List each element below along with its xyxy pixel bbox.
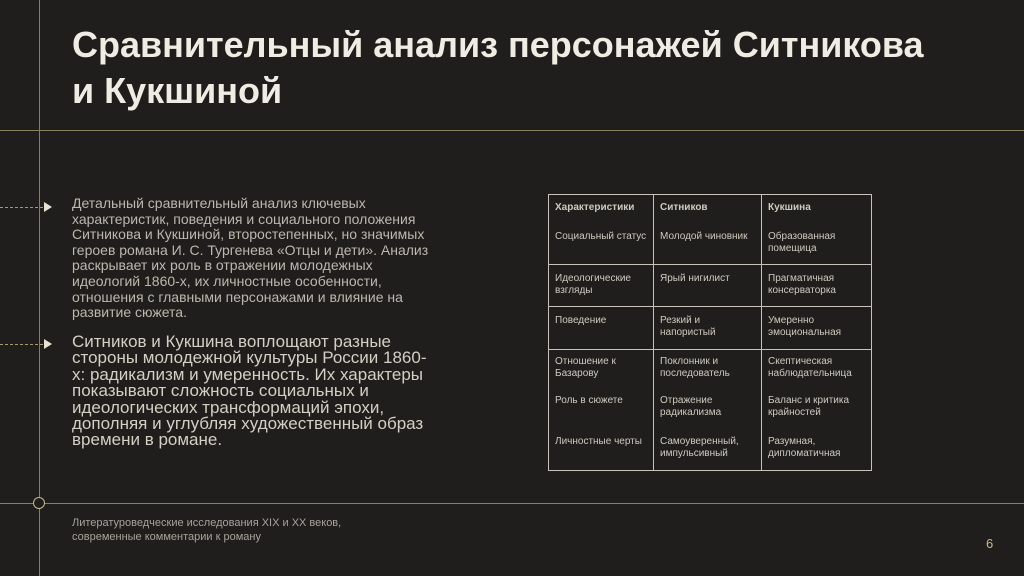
column-header: Характеристики <box>549 195 654 223</box>
vertical-guide-line <box>39 0 40 576</box>
table-cell: Молодой чиновник <box>654 223 762 265</box>
top-divider-line <box>0 130 1024 131</box>
table-cell: Самоуверенный, импульсивный <box>654 428 762 471</box>
table-cell: Образованная помещица <box>762 223 872 265</box>
page-number: 6 <box>986 536 994 551</box>
table-cell: Поведение <box>549 306 654 349</box>
table-row <box>549 306 872 349</box>
bullet-arrow-icon <box>44 339 52 349</box>
table-row <box>549 387 872 428</box>
table-row <box>549 223 872 265</box>
table-cell: Скептическая наблюдательница <box>768 355 852 379</box>
table-header-row <box>549 195 872 223</box>
column-header: Ситников <box>654 195 762 223</box>
column-header: Кукшина <box>768 202 811 213</box>
slide-title: Сравнительный анализ персонажей Ситникова и Кукшиной <box>72 24 924 111</box>
table-cell: Идеологические взгляды <box>549 264 654 306</box>
table-cell: Разумная, дипломатичная <box>768 435 841 459</box>
conclusion-paragraph: Ситников и Кукшина воплощают разные стороны молодежной культуры России 1860-х: радикализм и умеренность. Их характеры показывают сложность социальных и идеологических трансформаций эпохи, дополняя и углубляя художественный образ времени в романе. <box>72 332 427 450</box>
table-cell: Отношение к Базарову <box>549 349 654 387</box>
intro-paragraph: Детальный сравнительный анализ ключевых характеристик, поведения и социального положения Ситникова и Кукшиной, второстепенных, но значимых героев романа И. С. Тургенева «Отцы и дети». Анализ раскрывает их роль в отражении молодежных идеологий 1860-х, их личностные особенности, отношения с главными персонажами и влияние на развитие сюжета. <box>72 195 429 321</box>
bullet-arrow-icon <box>44 202 52 212</box>
bullet-dash-line <box>0 207 48 208</box>
circle-marker-icon <box>33 497 45 509</box>
table-row <box>549 264 872 306</box>
table-cell: Социальный статус <box>549 223 654 265</box>
bullet-dash-line <box>0 344 48 345</box>
table-cell: Резкий и напористый <box>654 306 762 349</box>
table-cell: Прагматичная консерваторка <box>762 264 872 306</box>
table-row <box>549 349 872 387</box>
table-cell: Отражение радикализма <box>654 387 762 428</box>
table-cell: Роль в сюжете <box>549 387 654 428</box>
table-cell: Ярый нигилист <box>654 264 762 306</box>
bottom-divider-line <box>0 503 1024 504</box>
comparison-table <box>548 194 872 471</box>
table-cell: Умеренно эмоциональная <box>762 306 872 349</box>
table-row <box>549 428 872 471</box>
table-cell: Поклонник и последователь <box>654 349 762 387</box>
source-note: Литературоведческие исследования XIX и XX веков, современные комментарии к роману <box>72 517 342 543</box>
table-cell: Личностные черты <box>549 428 654 471</box>
table-cell: Баланс и критика крайностей <box>768 394 850 418</box>
